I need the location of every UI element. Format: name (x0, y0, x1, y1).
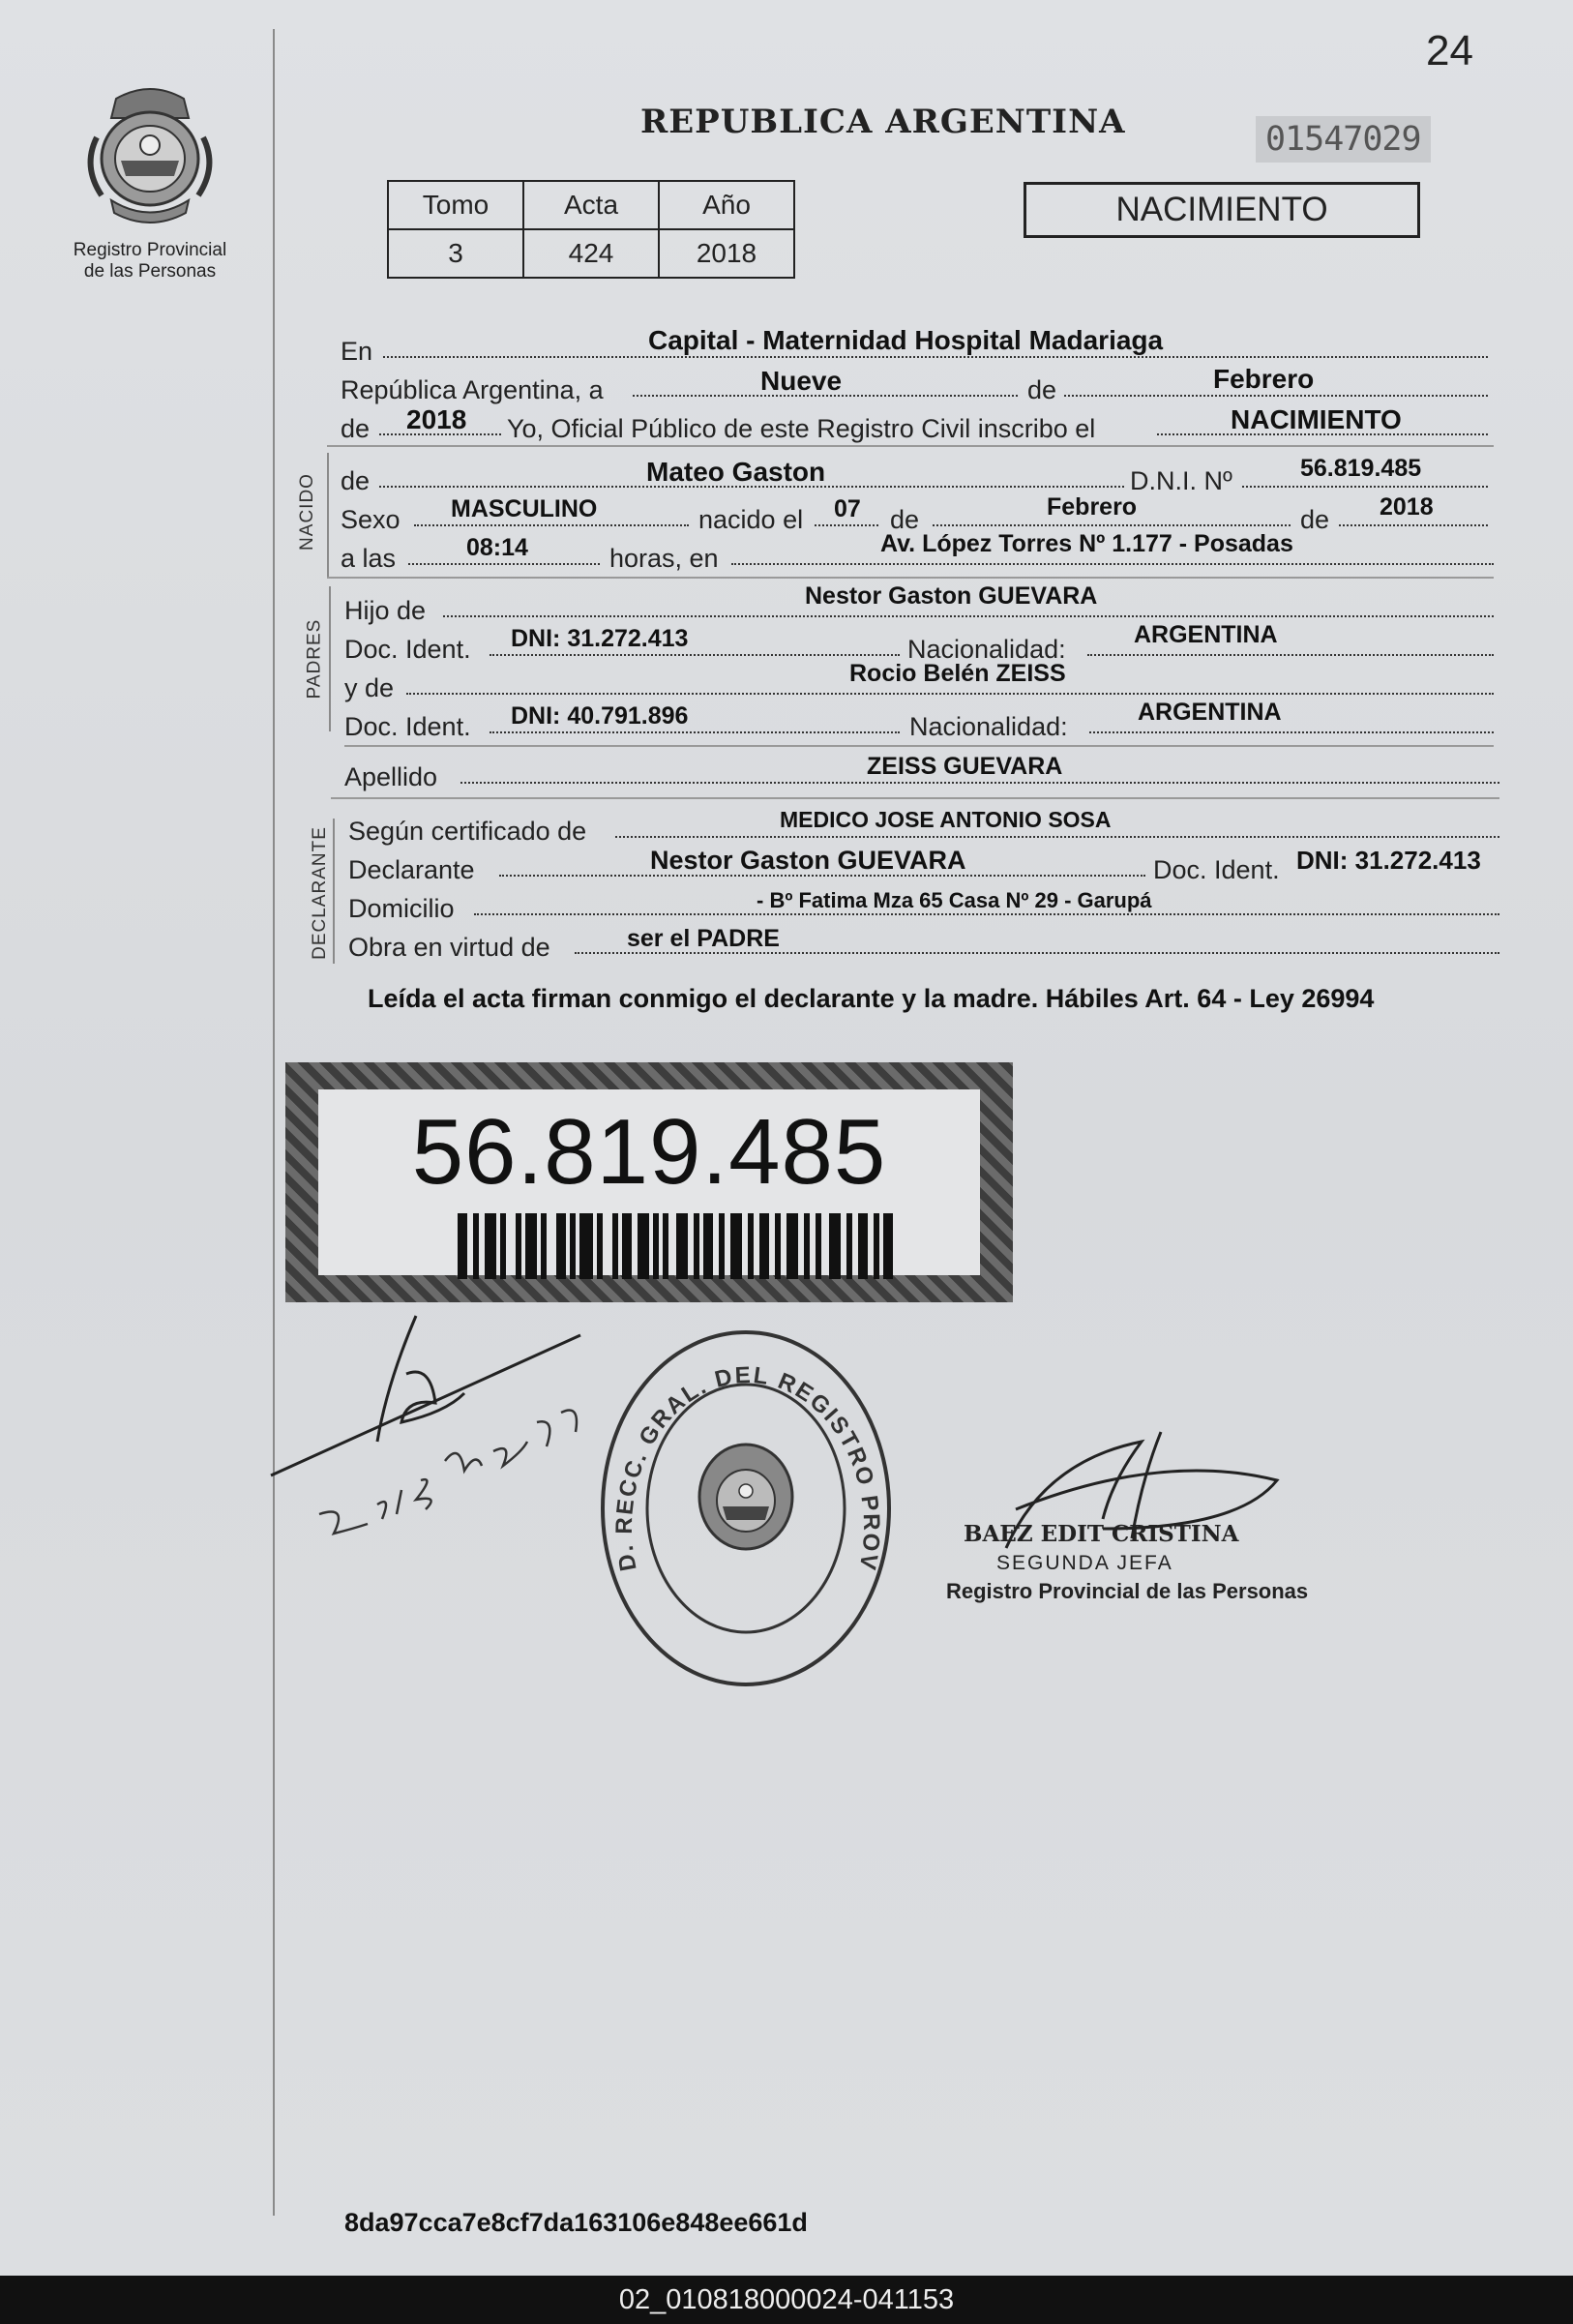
section-bracket (329, 586, 331, 731)
official-role: SEGUNDA JEFA (996, 1552, 1173, 1574)
dotted-line (490, 654, 900, 656)
side-label-nacido: NACIDO (296, 473, 317, 551)
dotted-line (1087, 654, 1494, 656)
label-apellido: Apellido (344, 762, 438, 791)
barcode-icon (458, 1213, 893, 1279)
mother-nationality-value: ARGENTINA (1138, 699, 1282, 726)
label-nacido-el: nacido el (698, 505, 804, 534)
declarant-doc-value: DNI: 31.272.413 (1296, 846, 1481, 875)
dotted-line (1089, 731, 1494, 733)
dotted-line (408, 563, 600, 565)
registry-org-label (53, 240, 247, 283)
official-round-stamp (598, 1327, 894, 1689)
label-a-las: a las (341, 544, 397, 573)
birth-month-value: Febrero (1047, 493, 1138, 521)
dotted-line (1064, 395, 1488, 397)
header-acta: Acta (523, 181, 659, 229)
label-y-de: y de (344, 673, 395, 702)
dotted-line (490, 731, 900, 733)
dotted-line (615, 836, 1499, 838)
place-value: Capital - Maternidad Hospital Madariaga (648, 325, 1164, 355)
mother-signature-icon (261, 1306, 609, 1577)
label-declarante: Declarante (348, 855, 475, 884)
mother-doc-value: DNI: 40.791.896 (511, 702, 689, 730)
page-number: 24 (1426, 27, 1473, 74)
document-hash: 8da97cca7e8cf7da163106e848ee661d (344, 2208, 808, 2237)
label-horas-en: horas, en (609, 544, 719, 573)
mother-name-value: Rocio Belén ZEISS (849, 660, 1066, 687)
dni-card-inner (318, 1089, 980, 1275)
serial-number: 01547029 (1256, 116, 1431, 163)
label-en: En (341, 337, 373, 366)
birth-year-value: 2018 (1380, 493, 1434, 521)
official-org: Registro Provincial de las Personas (946, 1579, 1309, 1603)
section-bracket (333, 819, 335, 964)
footer-code-bar (0, 2276, 1573, 2324)
label-nacionalidad-mother: Nacionalidad: (909, 712, 1068, 741)
registry-table (387, 180, 795, 279)
document-title: REPUBLICA ARGENTINA (640, 103, 1126, 141)
side-label-declarante: DECLARANTE (309, 826, 330, 960)
label-hijo-de: Hijo de (344, 596, 427, 625)
dotted-line (443, 615, 1494, 617)
label-de-name: de (341, 466, 371, 495)
dotted-line (383, 356, 1488, 358)
year-value: 2018 (406, 404, 467, 434)
dotted-line (731, 563, 1494, 565)
label-de-birthyear: de (1300, 505, 1330, 534)
label-doc-ident-father: Doc. Ident. (344, 635, 471, 664)
section-bracket (327, 453, 329, 577)
birth-place-value: Av. López Torres Nº 1.177 - Posadas (880, 530, 1293, 557)
side-label-padres: PADRES (304, 618, 325, 700)
father-nationality-value: ARGENTINA (1134, 621, 1278, 648)
father-name-value: Nestor Gaston GUEVARA (805, 582, 1098, 610)
dotted-line (474, 913, 1499, 915)
month-value: Febrero (1213, 364, 1315, 394)
dotted-line (1242, 486, 1488, 488)
misiones-coat-of-arms-logo (77, 79, 223, 234)
section-divider (331, 797, 1499, 799)
label-de: de (1027, 375, 1057, 404)
value-acta: 424 (523, 229, 659, 278)
act-type-box: NACIMIENTO (1024, 182, 1420, 238)
label-segun: Según certificado de (348, 817, 587, 846)
label-republica: República Argentina, a (341, 375, 604, 404)
org-line-1: Registro Provincial (73, 240, 227, 260)
value-tomo: 3 (388, 229, 523, 278)
legal-text: Leída el acta firman conmigo el declarante y la madre. Hábiles Art. 64 - Ley 26994 (368, 984, 1375, 1013)
child-name-value: Mateo Gaston (646, 457, 826, 487)
org-line-2: de las Personas (83, 261, 217, 282)
dotted-line (933, 524, 1291, 526)
surname-value: ZEISS GUEVARA (867, 753, 1063, 780)
label-nacionalidad-father: Nacionalidad: (907, 635, 1066, 664)
official-name: BAEZ EDIT CRISTINA (964, 1521, 1239, 1547)
label-doc-ident-mother: Doc. Ident. (344, 712, 471, 741)
registry-table-header-row (388, 181, 794, 229)
birth-time-value: 08:14 (466, 534, 528, 561)
dni-number-card (285, 1062, 1013, 1302)
dotted-line (815, 524, 878, 526)
label-domicilio: Domicilio (348, 894, 455, 923)
dotted-line (1339, 524, 1488, 526)
section-divider (327, 445, 1494, 447)
father-doc-value: DNI: 31.272.413 (511, 625, 689, 652)
capacity-value: ser el PADRE (627, 925, 780, 952)
sex-value: MASCULINO (451, 495, 598, 522)
label-de-month: de (890, 505, 920, 534)
value-ano: 2018 (659, 229, 794, 278)
header-tomo: Tomo (388, 181, 523, 229)
margin-line (273, 29, 275, 2216)
label-de-year: de (341, 414, 371, 443)
label-yo: Yo, Oficial Público de este Registro Civil inscribo el (507, 414, 1096, 443)
section-divider (344, 745, 1494, 747)
dotted-line (460, 782, 1499, 784)
dotted-line (414, 524, 689, 526)
declarant-value: Nestor Gaston GUEVARA (650, 846, 966, 875)
header-ano: Año (659, 181, 794, 229)
dotted-line (406, 693, 1494, 695)
stamp-text: D. RECC. GRAL. DEL REGISTRO PROV (610, 1361, 885, 1574)
child-dni-value: 56.819.485 (1300, 455, 1422, 482)
label-doc-ident-declarant: Doc. Ident. (1153, 855, 1280, 884)
act-value: NACIMIENTO (1231, 404, 1402, 434)
birth-day-value: 07 (834, 495, 861, 522)
label-obra: Obra en virtud de (348, 933, 550, 962)
day-value: Nueve (760, 366, 843, 396)
label-sexo: Sexo (341, 505, 401, 534)
label-dni: D.N.I. Nº (1130, 466, 1232, 495)
registry-table-value-row (388, 229, 794, 278)
section-divider (327, 577, 1494, 579)
address-value: - Bº Fatima Mza 65 Casa Nº 29 - Garupá (757, 888, 1152, 912)
certificate-value: MEDICO JOSE ANTONIO SOSA (780, 807, 1112, 832)
footer-code: 02_010818000024-041153 (618, 2284, 955, 2315)
dni-number: 56.819.485 (411, 1100, 887, 1204)
